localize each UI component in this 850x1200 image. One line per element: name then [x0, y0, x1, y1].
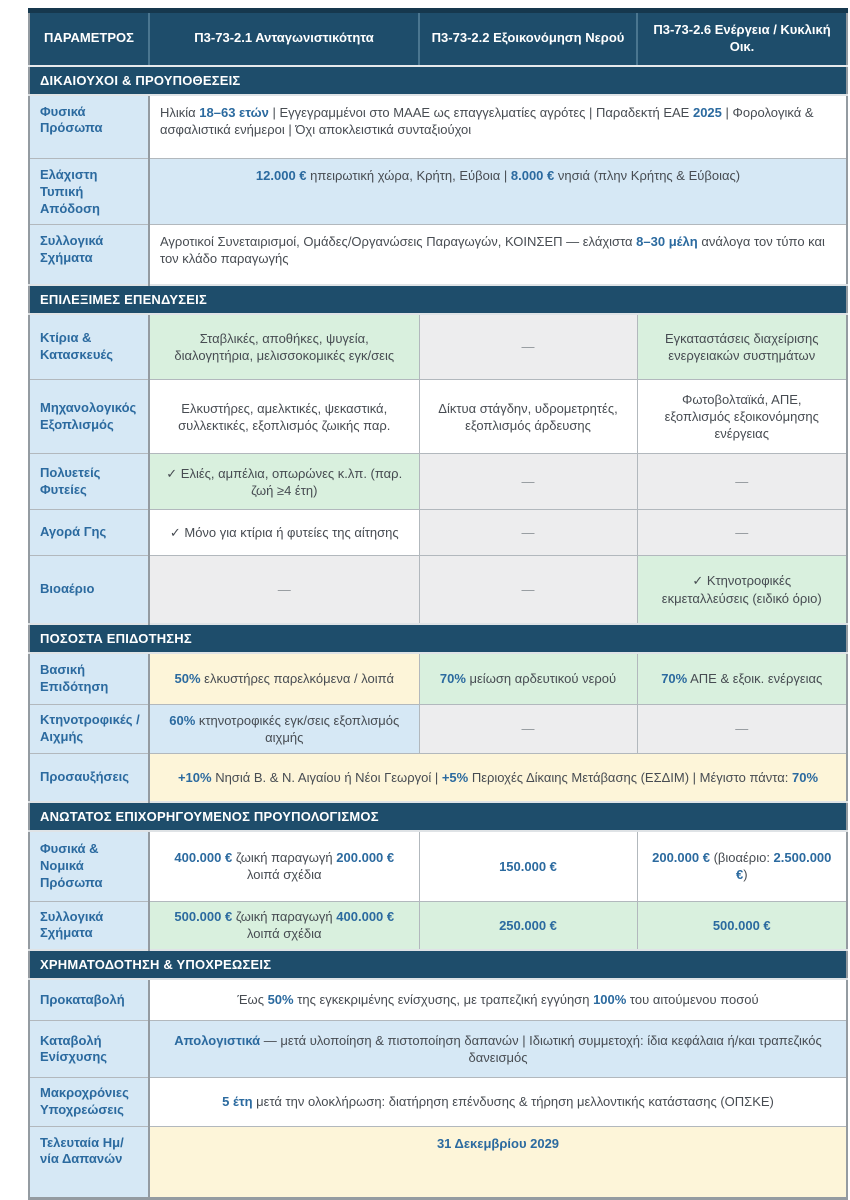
section-row [29, 285, 847, 314]
content-cell: Φωτοβολταϊκά, ΑΠΕ, εξοπλισμός εξοικονόμησης ενέργειας [637, 380, 847, 454]
row-label: Φυσικά & Νομικά Πρόσωπα [29, 831, 149, 901]
empty-cell: — [637, 705, 847, 753]
table-row [29, 1021, 847, 1078]
header-row [29, 11, 847, 66]
empty-cell: — [419, 556, 637, 624]
content-cell: Δίκτυα στάγδην, υδρομετρητές, εξοπλισμός άρδευσης [419, 380, 637, 454]
empty-cell: — [149, 556, 419, 624]
section-header: ΕΠΙΛΕΞΙΜΕΣ ΕΠΕΝΔΥΣΕΙΣ [29, 285, 847, 314]
content-cell: Ελκυστήρες, αμελκτικές, ψεκαστικά, συλλεκτικές, εξοπλισμός ζωικής παρ. [149, 380, 419, 454]
empty-cell: — [419, 314, 637, 380]
table-row [29, 653, 847, 705]
table-row [29, 454, 847, 510]
row-label: Προκαταβολή [29, 979, 149, 1021]
content-cell: Έως 50% της εγκεκριμένης ενίσχυσης, με τραπεζική εγγύηση 100% του αιτούμενου ποσού [149, 979, 847, 1021]
table-row [29, 510, 847, 556]
header-col-water-saving: Π3-73-2.2 Εξοικονόμηση Νερού [419, 11, 637, 66]
table-body [29, 66, 847, 1198]
empty-cell: — [637, 510, 847, 556]
content-cell: ✓ Ελιές, αμπέλια, οπωρώνες κ.λπ. (παρ. ζωή ≥4 έτη) [149, 454, 419, 510]
row-label: Καταβολή Ενίσχυσης [29, 1021, 149, 1078]
empty-cell: — [637, 454, 847, 510]
content-cell: 150.000 € [419, 831, 637, 901]
row-label: Μηχανολογικός Εξοπλισμός [29, 380, 149, 454]
row-label: Φυσικά Πρόσωπα [29, 95, 149, 159]
content-cell: 60% κτηνοτροφικές εγκ/σεις εξοπλισμός αιχμής [149, 705, 419, 753]
table-row [29, 705, 847, 753]
section-row [29, 66, 847, 95]
empty-cell: — [419, 510, 637, 556]
table-row [29, 831, 847, 901]
section-row [29, 624, 847, 653]
table-row [29, 556, 847, 624]
content-cell: 250.000 € [419, 901, 637, 950]
table-row [29, 1126, 847, 1198]
section-header: ΠΟΣΟΣΤΑ ΕΠΙΔΟΤΗΣΗΣ [29, 624, 847, 653]
row-label: Μακροχρόνιες Υποχρεώσεις [29, 1078, 149, 1126]
table-header [29, 11, 847, 66]
content-cell: 200.000 € (βιοαέριο: 2.500.000 €) [637, 831, 847, 901]
content-cell: 12.000 € ηπειρωτική χώρα, Κρήτη, Εύβοια | 8.000 € νησιά (πλην Κρήτης & Εύβοιας) [149, 159, 847, 225]
content-cell: Απολογιστικά — μετά υλοποίηση & πιστοποίηση δαπανών | Ιδιωτική συμμετοχή: ίδια κεφάλαια ή/και τραπεζικός δανεισμός [149, 1021, 847, 1078]
content-cell: Σταβλικές, αποθήκες, ψυγεία, διαλογητήρια, μελισσοκομικές εγκ/σεις [149, 314, 419, 380]
row-label: Ελάχιστη Τυπική Απόδοση [29, 159, 149, 225]
section-header: ΑΝΩΤΑΤΟΣ ΕΠΙΧΟΡΗΓΟΥΜΕΝΟΣ ΠΡΟΥΠΟΛΟΓΙΣΜΟΣ [29, 802, 847, 831]
content-cell: 31 Δεκεμβρίου 2029 [149, 1126, 847, 1198]
empty-cell: — [419, 705, 637, 753]
content-cell: 500.000 € ζωική παραγωγή 400.000 € λοιπά σχέδια [149, 901, 419, 950]
section-row [29, 802, 847, 831]
section-row [29, 950, 847, 979]
section-header: ΧΡΗΜΑΤΟΔΟΤΗΣΗ & ΥΠΟΧΡΕΩΣΕΙΣ [29, 950, 847, 979]
header-parameter: ΠΑΡΑΜΕΤΡΟΣ [29, 11, 149, 66]
row-label: Προσαυξήσεις [29, 753, 149, 802]
content-cell: Ηλικία 18–63 ετών | Εγγεγραμμένοι στο ΜΑΑΕ ως επαγγελματίες αγρότες | Παραδεκτή ΕΑΕ 2025 | Φορολογικά & ασφαλιστικά ενήμεροι | Όχι αποκλειστικά συνταξιούχοι [149, 95, 847, 159]
section-header: ΔΙΚΑΙΟΥΧΟΙ & ΠΡΟΥΠΟΘΕΣΕΙΣ [29, 66, 847, 95]
content-cell: ✓ Κτηνοτροφικές εκμεταλλεύσεις (ειδικό όριο) [637, 556, 847, 624]
content-cell: 70% μείωση αρδευτικού νερού [419, 653, 637, 705]
row-label: Βιοαέριο [29, 556, 149, 624]
content-cell: 50% ελκυστήρες παρελκόμενα / λοιπά [149, 653, 419, 705]
row-label: Πολυετείς Φυτείες [29, 454, 149, 510]
content-cell: Εγκαταστάσεις διαχείρισης ενεργειακών συστημάτων [637, 314, 847, 380]
row-label: Τελευταία Ημ/νία Δαπανών [29, 1126, 149, 1198]
row-label: Αγορά Γης [29, 510, 149, 556]
header-col-energy-circular: Π3-73-2.6 Ενέργεια / Κυκλική Οικ. [637, 11, 847, 66]
row-label: Συλλογικά Σχήματα [29, 225, 149, 285]
row-label: Βασική Επιδότηση [29, 653, 149, 705]
row-label: Κτηνοτροφικές / Αιχμής [29, 705, 149, 753]
header-col-competitiveness: Π3-73-2.1 Ανταγωνιστικότητα [149, 11, 419, 66]
content-cell: 500.000 € [637, 901, 847, 950]
table-row [29, 225, 847, 285]
table-row [29, 1078, 847, 1126]
content-cell: 70% ΑΠΕ & εξοικ. ενέργειας [637, 653, 847, 705]
table-row [29, 753, 847, 802]
table-row [29, 901, 847, 950]
table-row [29, 95, 847, 159]
content-cell: Αγροτικοί Συνεταιρισμοί, Ομάδες/Οργανώσεις Παραγωγών, ΚΟΙΝΣΕΠ — ελάχιστα 8–30 μέλη ανάλογα τον τύπο και τον κλάδο παραγωγής [149, 225, 847, 285]
row-label: Συλλογικά Σχήματα [29, 901, 149, 950]
table-row [29, 380, 847, 454]
content-cell: 400.000 € ζωική παραγωγή 200.000 € λοιπά σχέδια [149, 831, 419, 901]
content-cell: +10% Νησιά Β. & Ν. Αιγαίου ή Νέοι Γεωργοί | +5% Περιοχές Δίκαιης Μετάβασης (ΕΣΔΙΜ) | Μέγιστο πάντα: 70% [149, 753, 847, 802]
content-cell: 5 έτη μετά την ολοκλήρωση: διατήρηση επένδυσης & τήρηση μελλοντικής κατάστασης (ΟΠΣΚΕ) [149, 1078, 847, 1126]
content-cell: ✓ Μόνο για κτίρια ή φυτείες της αίτησης [149, 510, 419, 556]
table-row [29, 314, 847, 380]
row-label: Κτίρια & Κατασκευές [29, 314, 149, 380]
table-row [29, 159, 847, 225]
comparison-table [28, 8, 848, 1200]
empty-cell: — [419, 454, 637, 510]
table-row [29, 979, 847, 1021]
